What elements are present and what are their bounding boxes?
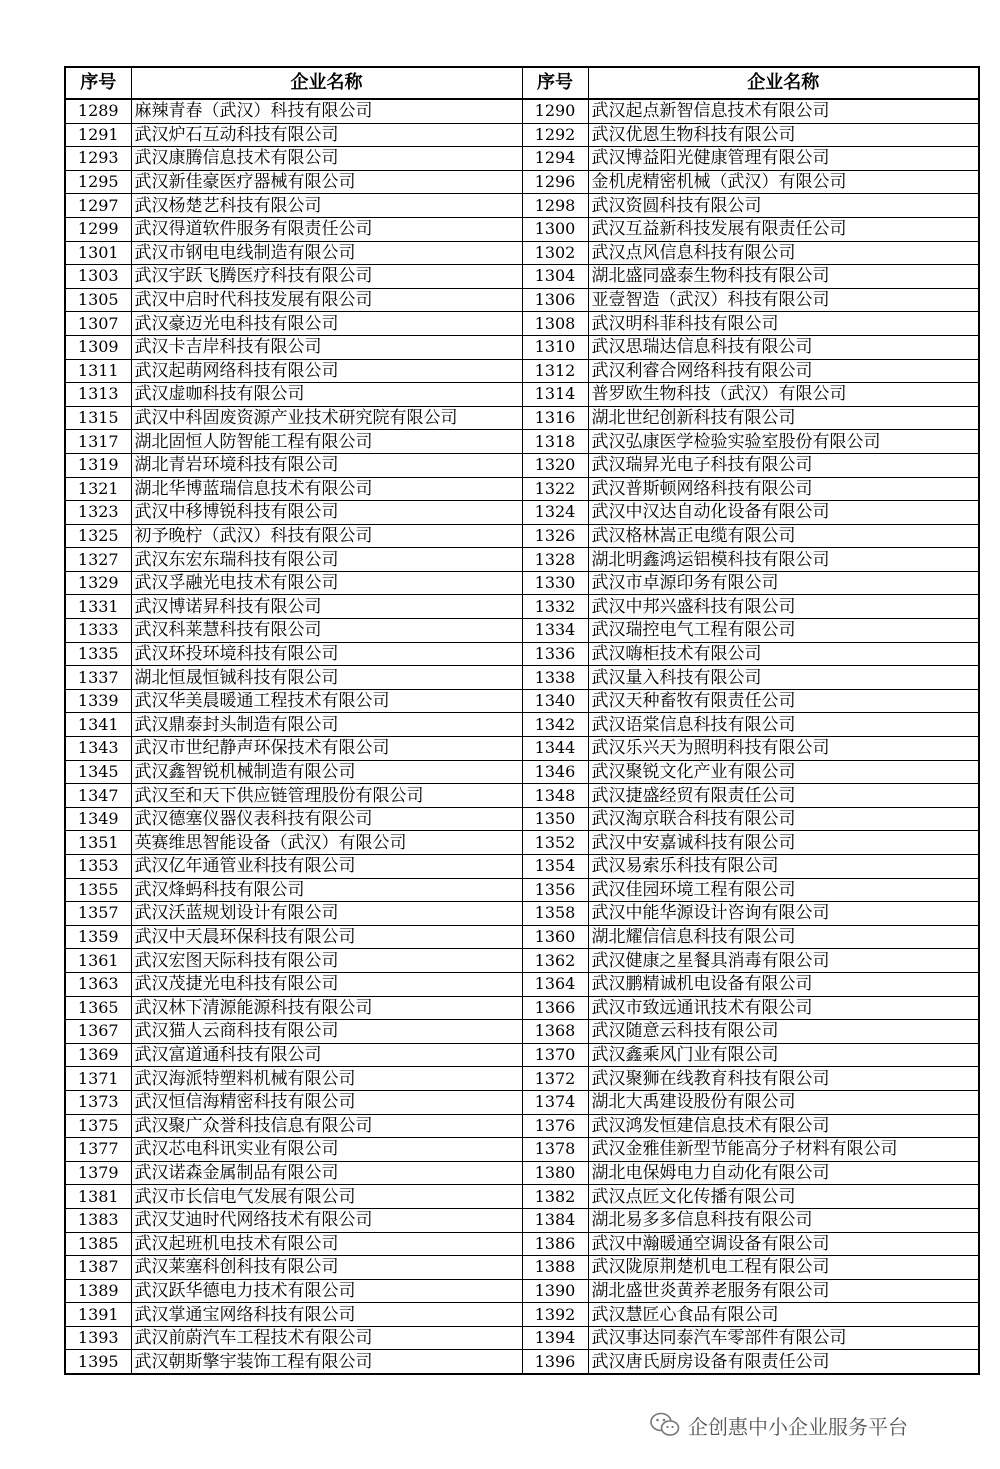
table-row [65,1161,979,1185]
company-name-cell: 武汉林下清源能源科技有限公司 [131,996,522,1020]
company-name-cell: 武汉宇跃飞腾医疗科技有限公司 [131,265,522,289]
table-row [65,241,979,265]
company-name-cell: 武汉淘京联合科技有限公司 [588,807,979,831]
row-index-cell: 1339 [65,689,131,713]
company-name-cell: 武汉鑫智锐机械制造有限公司 [131,760,522,784]
company-name-cell: 武汉烽蚂科技有限公司 [131,878,522,902]
company-name-cell: 武汉宏图天际科技有限公司 [131,949,522,973]
row-index-cell: 1302 [522,241,588,265]
company-name-cell: 武汉孚融光电技术有限公司 [131,571,522,595]
table-row [65,1256,979,1280]
row-index-cell: 1333 [65,619,131,643]
table-row [65,265,979,289]
table-row [65,1350,979,1374]
row-index-cell: 1352 [522,831,588,855]
row-index-cell: 1357 [65,902,131,926]
row-index-cell: 1383 [65,1208,131,1232]
company-name-cell: 武汉聚广众誉科技信息有限公司 [131,1114,522,1138]
company-name-cell: 武汉天种畜牧有限责任公司 [588,689,979,713]
company-name-cell: 湖北华博蓝瑞信息技术有限公司 [131,477,522,501]
company-name-cell: 武汉瑞控电气工程有限公司 [588,619,979,643]
company-name-cell: 武汉炉石互动科技有限公司 [131,123,522,147]
company-name-cell: 武汉杨楚艺科技有限公司 [131,194,522,218]
row-index-cell: 1342 [522,713,588,737]
row-index-cell: 1332 [522,595,588,619]
table-row [65,288,979,312]
company-name-cell: 武汉中启时代科技发展有限公司 [131,288,522,312]
company-name-cell: 湖北青岩环境科技有限公司 [131,453,522,477]
row-index-cell: 1326 [522,524,588,548]
company-name-cell: 金机虎精密机械（武汉）有限公司 [588,170,979,194]
row-index-cell: 1355 [65,878,131,902]
table-row [65,1090,979,1114]
company-name-cell: 湖北盛同盛泰生物科技有限公司 [588,265,979,289]
company-name-cell: 武汉朝斯擎宇装饰工程有限公司 [131,1350,522,1374]
row-index-cell: 1298 [522,194,588,218]
row-index-cell: 1343 [65,737,131,761]
company-name-cell: 武汉利睿合网络科技有限公司 [588,359,979,383]
company-name-cell: 武汉亿年通管业科技有限公司 [131,855,522,879]
company-name-cell: 湖北明鑫鸿运铝模科技有限公司 [588,548,979,572]
row-index-cell: 1380 [522,1161,588,1185]
row-index-cell: 1329 [65,571,131,595]
company-name-cell: 武汉博诺昇科技有限公司 [131,595,522,619]
row-index-cell: 1368 [522,1020,588,1044]
company-name-cell: 武汉鑫乘风门业有限公司 [588,1043,979,1067]
table-row [65,972,979,996]
table-row [65,383,979,407]
company-name-cell: 湖北恒晟恒铖科技有限公司 [131,666,522,690]
table-row [65,1114,979,1138]
row-index-cell: 1292 [522,123,588,147]
row-index-cell: 1394 [522,1326,588,1350]
company-name-cell: 武汉市钢电电线制造有限公司 [131,241,522,265]
row-index-cell: 1363 [65,972,131,996]
table-row [65,642,979,666]
company-name-cell: 麻辣青春（武汉）科技有限公司 [131,99,522,123]
row-index-cell: 1389 [65,1279,131,1303]
watermark-text: 企创惠中小企业服务平台 [688,1414,908,1439]
company-name-cell: 湖北盛世炎黄养老服务有限公司 [588,1279,979,1303]
row-index-cell: 1388 [522,1256,588,1280]
company-name-cell: 武汉陇原荆楚机电工程有限公司 [588,1256,979,1280]
row-index-cell: 1319 [65,453,131,477]
table-row [65,619,979,643]
company-name-cell: 武汉莱塞科创科技有限公司 [131,1256,522,1280]
company-name-cell: 武汉中汉达自动化设备有限公司 [588,501,979,525]
row-index-cell: 1312 [522,359,588,383]
row-index-cell: 1295 [65,170,131,194]
row-index-cell: 1320 [522,453,588,477]
company-name-cell: 武汉嗨柜技术有限公司 [588,642,979,666]
table-row [65,925,979,949]
company-name-cell: 武汉事达同泰汽车零部件有限公司 [588,1326,979,1350]
row-index-cell: 1365 [65,996,131,1020]
company-name-cell: 武汉起萌网络科技有限公司 [131,359,522,383]
row-index-cell: 1384 [522,1208,588,1232]
row-index-cell: 1360 [522,925,588,949]
company-name-cell: 武汉健康之星餐具消毒有限公司 [588,949,979,973]
table-body [65,99,979,1374]
row-index-cell: 1376 [522,1114,588,1138]
company-name-cell: 武汉富道通科技有限公司 [131,1043,522,1067]
company-name-cell: 武汉中移博锐科技有限公司 [131,501,522,525]
company-name-cell: 武汉市卓源印务有限公司 [588,571,979,595]
row-index-cell: 1309 [65,335,131,359]
company-name-cell: 武汉虚咖科技有限公司 [131,383,522,407]
row-index-cell: 1313 [65,383,131,407]
header-company-name: 企业名称 [588,67,979,99]
company-name-cell: 武汉跃华德电力技术有限公司 [131,1279,522,1303]
table-row [65,595,979,619]
row-index-cell: 1341 [65,713,131,737]
row-index-cell: 1340 [522,689,588,713]
company-name-cell: 武汉点匠文化传播有限公司 [588,1185,979,1209]
row-index-cell: 1290 [522,99,588,123]
company-name-cell: 普罗欧生物科技（武汉）有限公司 [588,383,979,407]
company-name-cell: 武汉资圆科技有限公司 [588,194,979,218]
company-name-cell: 武汉豪迈光电科技有限公司 [131,312,522,336]
company-name-cell: 初予晚柠（武汉）科技有限公司 [131,524,522,548]
company-name-cell: 武汉海派特塑料机械有限公司 [131,1067,522,1091]
company-name-cell: 湖北电保姆电力自动化有限公司 [588,1161,979,1185]
row-index-cell: 1297 [65,194,131,218]
company-name-cell: 武汉易索乐科技有限公司 [588,855,979,879]
table-row [65,1208,979,1232]
row-index-cell: 1353 [65,855,131,879]
row-index-cell: 1356 [522,878,588,902]
row-index-cell: 1373 [65,1090,131,1114]
row-index-cell: 1381 [65,1185,131,1209]
table-row [65,855,979,879]
company-name-cell: 武汉市长信电气发展有限公司 [131,1185,522,1209]
row-index-cell: 1351 [65,831,131,855]
row-index-cell: 1299 [65,217,131,241]
row-index-cell: 1337 [65,666,131,690]
table-row [65,430,979,454]
row-index-cell: 1305 [65,288,131,312]
row-index-cell: 1330 [522,571,588,595]
row-index-cell: 1304 [522,265,588,289]
row-index-cell: 1387 [65,1256,131,1280]
company-name-cell: 武汉随意云科技有限公司 [588,1020,979,1044]
table-row [65,170,979,194]
table-row [65,1020,979,1044]
row-index-cell: 1294 [522,147,588,171]
company-name-cell: 武汉思瑞达信息科技有限公司 [588,335,979,359]
row-index-cell: 1301 [65,241,131,265]
company-name-cell: 湖北耀信信息科技有限公司 [588,925,979,949]
table-row [65,1303,979,1327]
company-name-cell: 武汉聚狮在线教育科技有限公司 [588,1067,979,1091]
row-index-cell: 1346 [522,760,588,784]
company-name-cell: 武汉康腾信息技术有限公司 [131,147,522,171]
row-index-cell: 1328 [522,548,588,572]
table-row [65,123,979,147]
row-index-cell: 1308 [522,312,588,336]
row-index-cell: 1375 [65,1114,131,1138]
company-name-cell: 武汉中瀚暖通空调设备有限公司 [588,1232,979,1256]
company-name-cell: 武汉鹏精诚机电设备有限公司 [588,972,979,996]
table-row [65,737,979,761]
company-name-cell: 武汉市致远通讯技术有限公司 [588,996,979,1020]
company-name-cell: 武汉鼎泰封头制造有限公司 [131,713,522,737]
header-company-name: 企业名称 [131,67,522,99]
company-name-cell: 湖北易多多信息科技有限公司 [588,1208,979,1232]
company-name-cell: 武汉鸿发恒建信息技术有限公司 [588,1114,979,1138]
table-row [65,453,979,477]
row-index-cell: 1345 [65,760,131,784]
row-index-cell: 1362 [522,949,588,973]
table-row [65,147,979,171]
row-index-cell: 1392 [522,1303,588,1327]
company-name-cell: 武汉聚锐文化产业有限公司 [588,760,979,784]
row-index-cell: 1372 [522,1067,588,1091]
row-index-cell: 1395 [65,1350,131,1374]
table-row [65,548,979,572]
row-index-cell: 1364 [522,972,588,996]
company-name-cell: 武汉中安嘉诚科技有限公司 [588,831,979,855]
company-name-cell: 武汉起班机电技术有限公司 [131,1232,522,1256]
row-index-cell: 1318 [522,430,588,454]
row-index-cell: 1306 [522,288,588,312]
company-name-cell: 武汉瑞昇光电子科技有限公司 [588,453,979,477]
row-index-cell: 1289 [65,99,131,123]
row-index-cell: 1378 [522,1138,588,1162]
row-index-cell: 1374 [522,1090,588,1114]
company-name-cell: 武汉中邦兴盛科技有限公司 [588,595,979,619]
row-index-cell: 1371 [65,1067,131,1091]
company-name-cell: 武汉唐氏厨房设备有限责任公司 [588,1350,979,1374]
table-row [65,831,979,855]
company-name-cell: 武汉中天晨环保科技有限公司 [131,925,522,949]
row-index-cell: 1322 [522,477,588,501]
row-index-cell: 1327 [65,548,131,572]
company-name-cell: 湖北世纪创新科技有限公司 [588,406,979,430]
wechat-icon [650,1412,680,1438]
row-index-cell: 1300 [522,217,588,241]
header-index: 序号 [65,67,131,99]
company-name-cell: 武汉前蔚汽车工程技术有限公司 [131,1326,522,1350]
row-index-cell: 1293 [65,147,131,171]
row-index-cell: 1324 [522,501,588,525]
company-name-cell: 武汉卡吉岸科技有限公司 [131,335,522,359]
company-name-cell: 武汉乐兴天为照明科技有限公司 [588,737,979,761]
table-row [65,666,979,690]
row-index-cell: 1331 [65,595,131,619]
company-name-cell: 武汉博益阳光健康管理有限公司 [588,147,979,171]
company-name-cell: 武汉市世纪静声环保技术有限公司 [131,737,522,761]
table-row [65,1138,979,1162]
table-row [65,878,979,902]
company-name-cell: 武汉起点新智信息技术有限公司 [588,99,979,123]
company-name-cell: 武汉至和天下供应链管理股份有限公司 [131,784,522,808]
table-row [65,689,979,713]
row-index-cell: 1382 [522,1185,588,1209]
row-index-cell: 1393 [65,1326,131,1350]
company-name-cell: 武汉弘康医学检验实验室股份有限公司 [588,430,979,454]
table-row [65,501,979,525]
company-name-cell: 武汉普斯顿网络科技有限公司 [588,477,979,501]
table-row [65,807,979,831]
company-name-cell: 武汉得道软件服务有限责任公司 [131,217,522,241]
company-name-cell: 武汉环投环境科技有限公司 [131,642,522,666]
header-index: 序号 [522,67,588,99]
company-name-cell: 武汉点风信息科技有限公司 [588,241,979,265]
table-row [65,217,979,241]
company-name-cell: 武汉恒信海精密科技有限公司 [131,1090,522,1114]
company-name-cell: 亚壹智造（武汉）科技有限公司 [588,288,979,312]
company-name-cell: 武汉新佳豪医疗器械有限公司 [131,170,522,194]
row-index-cell: 1310 [522,335,588,359]
company-name-cell: 武汉佳园环境工程有限公司 [588,878,979,902]
row-index-cell: 1316 [522,406,588,430]
company-name-cell: 武汉掌通宝网络科技有限公司 [131,1303,522,1327]
table-row [65,571,979,595]
table-row [65,359,979,383]
table-row [65,902,979,926]
row-index-cell: 1296 [522,170,588,194]
row-index-cell: 1335 [65,642,131,666]
table-header-row [65,67,979,99]
table-row [65,1067,979,1091]
company-name-cell: 武汉中科固废资源产业技术研究院有限公司 [131,406,522,430]
row-index-cell: 1307 [65,312,131,336]
table-row [65,1326,979,1350]
row-index-cell: 1377 [65,1138,131,1162]
table-row [65,760,979,784]
row-index-cell: 1347 [65,784,131,808]
row-index-cell: 1344 [522,737,588,761]
company-name-cell: 武汉诺森金属制品有限公司 [131,1161,522,1185]
company-name-cell: 武汉茂捷光电科技有限公司 [131,972,522,996]
company-name-cell: 湖北大禹建设股份有限公司 [588,1090,979,1114]
company-name-cell: 武汉优恩生物科技有限公司 [588,123,979,147]
table-row [65,1043,979,1067]
company-name-cell: 武汉德塞仪器仪表科技有限公司 [131,807,522,831]
row-index-cell: 1325 [65,524,131,548]
row-index-cell: 1391 [65,1303,131,1327]
row-index-cell: 1379 [65,1161,131,1185]
company-name-cell: 武汉华美晨暖通工程技术有限公司 [131,689,522,713]
row-index-cell: 1334 [522,619,588,643]
table-row [65,335,979,359]
table-row [65,312,979,336]
table-row [65,1232,979,1256]
table-row [65,784,979,808]
company-name-cell: 英赛维思智能设备（武汉）有限公司 [131,831,522,855]
table-row [65,194,979,218]
row-index-cell: 1321 [65,477,131,501]
row-index-cell: 1338 [522,666,588,690]
row-index-cell: 1349 [65,807,131,831]
table-row [65,949,979,973]
company-name-cell: 武汉语棠信息科技有限公司 [588,713,979,737]
row-index-cell: 1291 [65,123,131,147]
row-index-cell: 1361 [65,949,131,973]
row-index-cell: 1350 [522,807,588,831]
table-row [65,477,979,501]
table-row [65,524,979,548]
watermark [650,1410,908,1440]
company-name-cell: 武汉科莱慧科技有限公司 [131,619,522,643]
row-index-cell: 1359 [65,925,131,949]
company-name-cell: 武汉量入科技有限公司 [588,666,979,690]
table-row [65,1279,979,1303]
company-name-cell: 武汉猫人云商科技有限公司 [131,1020,522,1044]
company-name-cell: 武汉互益新科技发展有限责任公司 [588,217,979,241]
company-name-cell: 武汉艾迪时代网络技术有限公司 [131,1208,522,1232]
row-index-cell: 1314 [522,383,588,407]
table-row [65,713,979,737]
company-name-cell: 湖北固恒人防智能工程有限公司 [131,430,522,454]
row-index-cell: 1358 [522,902,588,926]
company-name-cell: 武汉捷盛经贸有限责任公司 [588,784,979,808]
row-index-cell: 1367 [65,1020,131,1044]
company-name-cell: 武汉芯电科讯实业有限公司 [131,1138,522,1162]
row-index-cell: 1323 [65,501,131,525]
row-index-cell: 1366 [522,996,588,1020]
company-name-cell: 武汉格林嵩正电缆有限公司 [588,524,979,548]
company-list-table [64,66,980,1375]
company-name-cell: 武汉东宏东瑞科技有限公司 [131,548,522,572]
row-index-cell: 1311 [65,359,131,383]
row-index-cell: 1317 [65,430,131,454]
table-row [65,996,979,1020]
company-name-cell: 武汉慧匠心食品有限公司 [588,1303,979,1327]
row-index-cell: 1315 [65,406,131,430]
company-name-cell: 武汉中能华源设计咨询有限公司 [588,902,979,926]
table-row [65,1185,979,1209]
row-index-cell: 1370 [522,1043,588,1067]
row-index-cell: 1369 [65,1043,131,1067]
row-index-cell: 1348 [522,784,588,808]
row-index-cell: 1396 [522,1350,588,1374]
company-name-cell: 武汉沃蓝规划设计有限公司 [131,902,522,926]
company-name-cell: 武汉明科菲科技有限公司 [588,312,979,336]
table-row [65,406,979,430]
row-index-cell: 1386 [522,1232,588,1256]
row-index-cell: 1336 [522,642,588,666]
row-index-cell: 1354 [522,855,588,879]
row-index-cell: 1390 [522,1279,588,1303]
row-index-cell: 1385 [65,1232,131,1256]
table-row [65,99,979,123]
row-index-cell: 1303 [65,265,131,289]
company-name-cell: 武汉金雅佳新型节能高分子材料有限公司 [588,1138,979,1162]
